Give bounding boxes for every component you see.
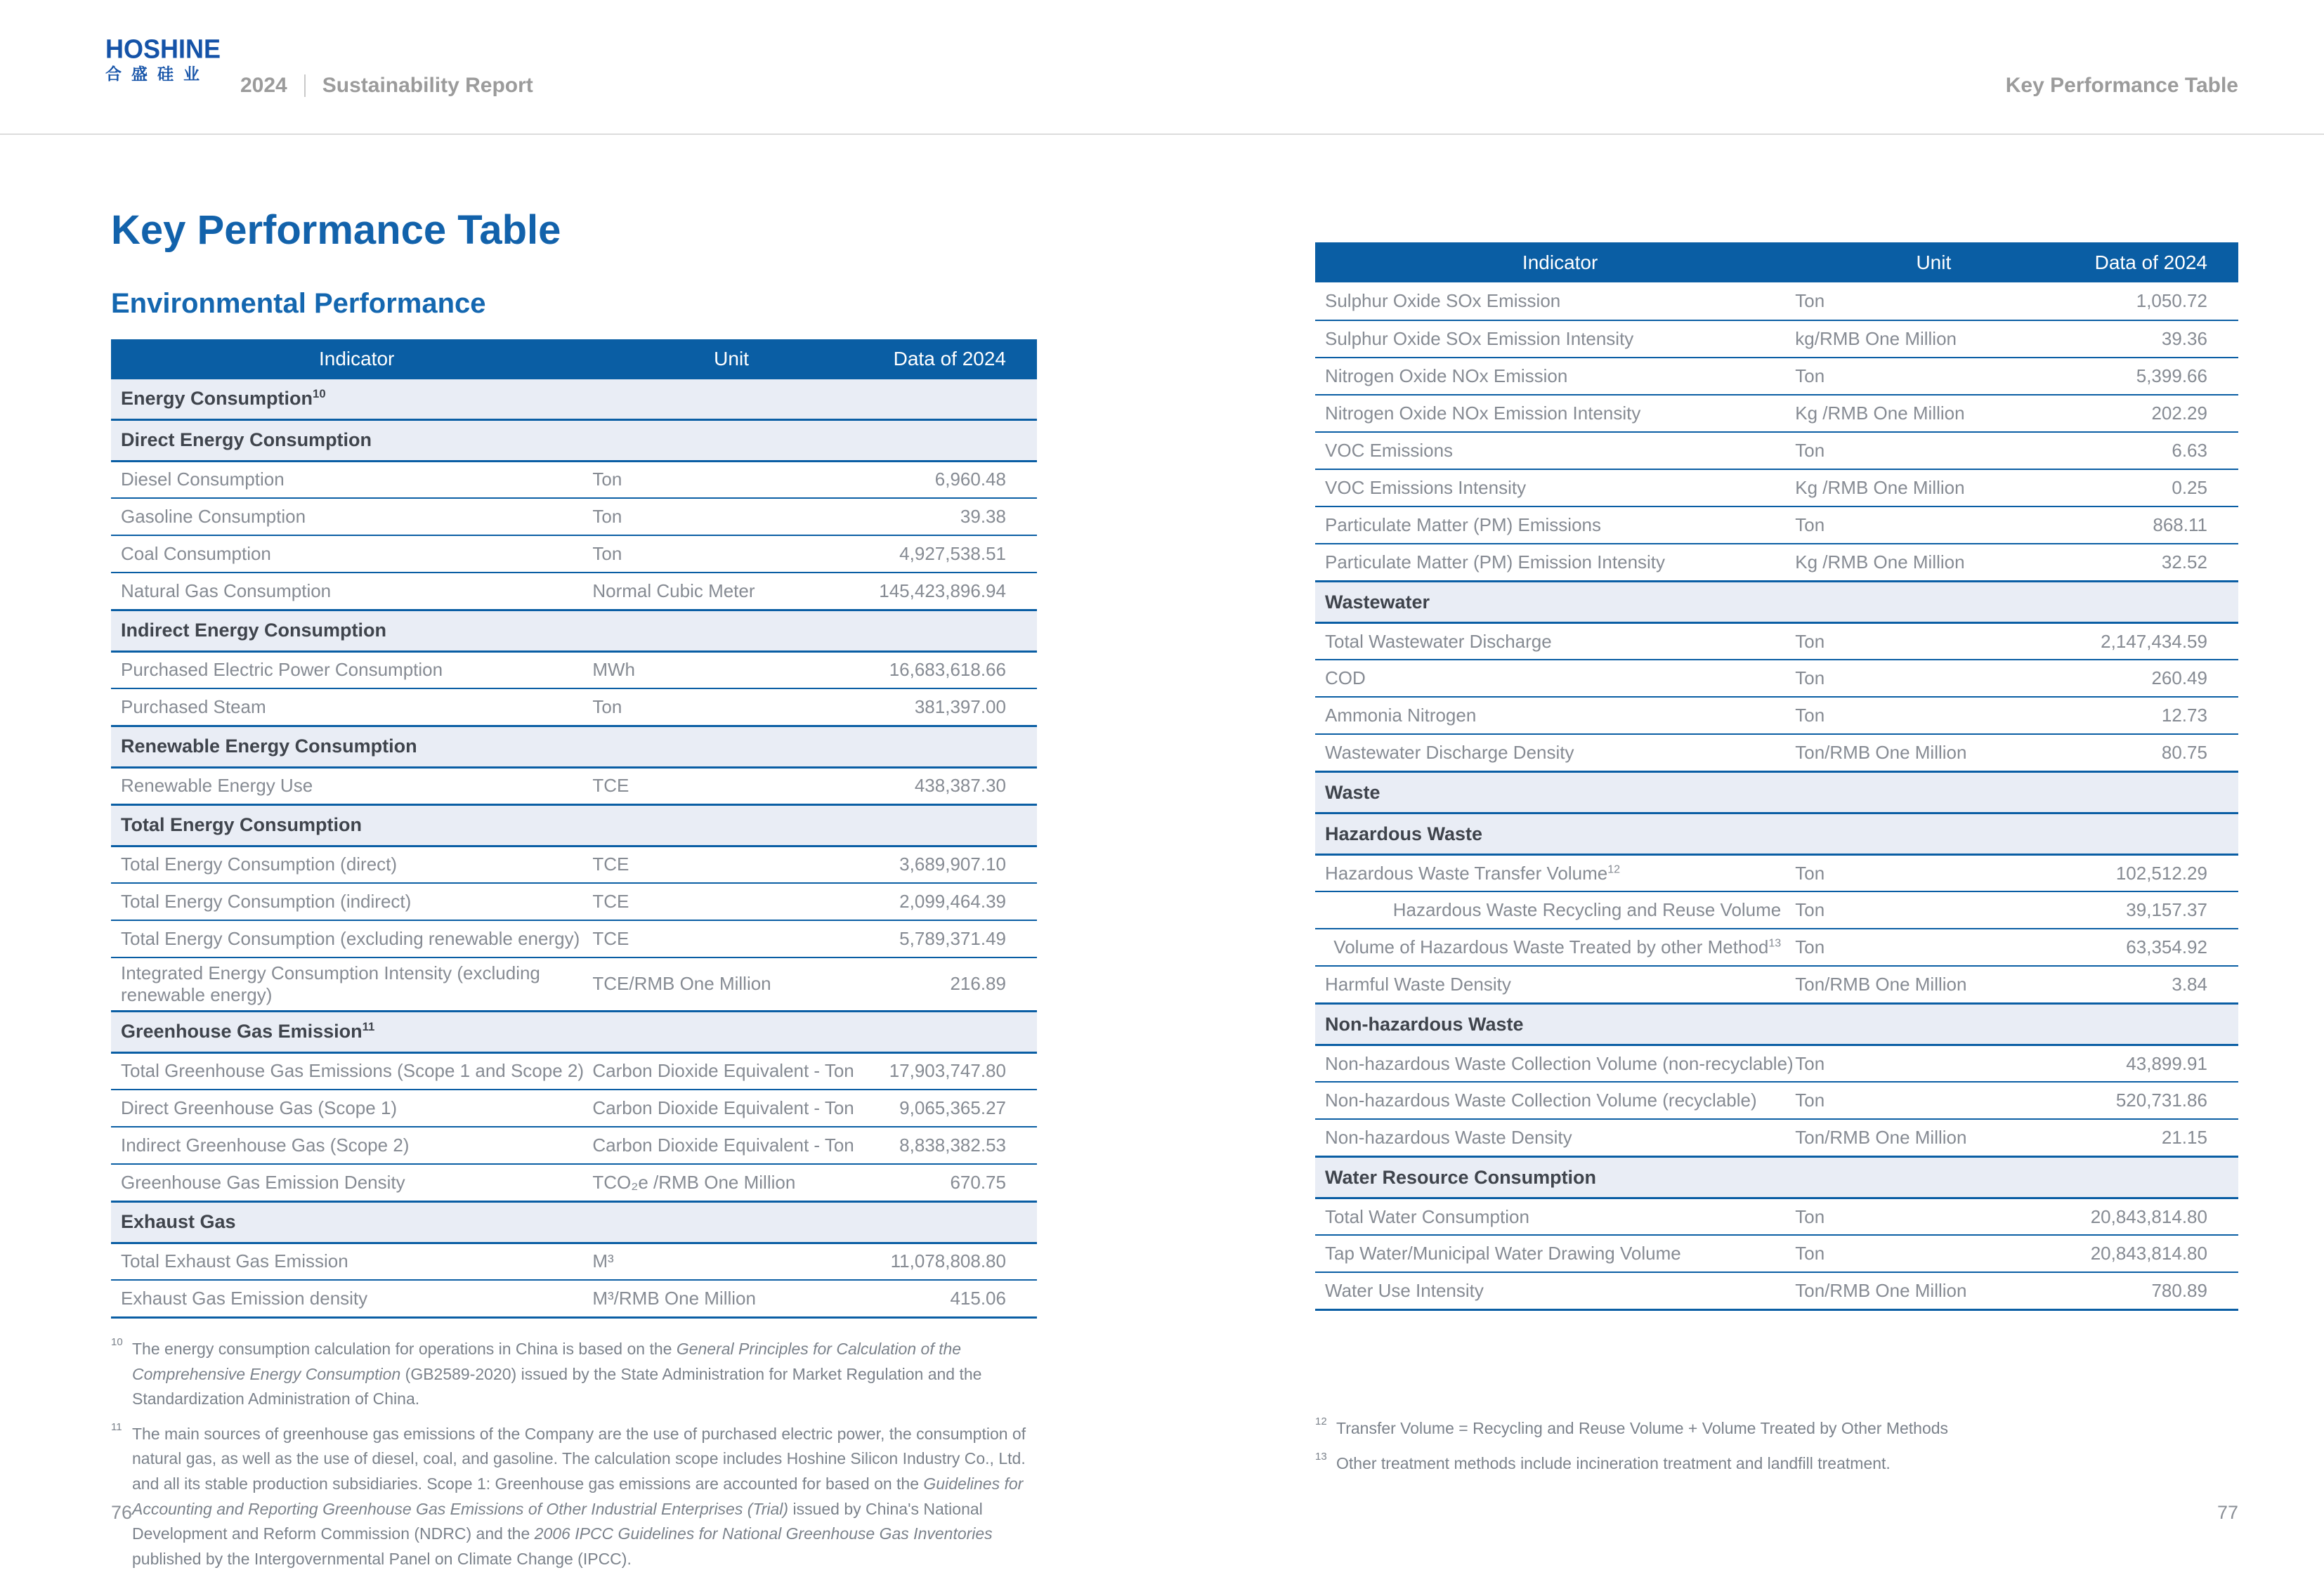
- indicator-cell: Waste: [1325, 781, 1380, 803]
- section-row: [111, 379, 1037, 419]
- indicator-cell: Diesel Consumption: [121, 469, 285, 490]
- report-title: Sustainability Report: [322, 74, 533, 97]
- table-row: [1315, 696, 2238, 733]
- footnotes-right: [1315, 1416, 2238, 1476]
- indicator-cell: Greenhouse Gas Emission Density: [121, 1171, 405, 1193]
- indicator-cell: Nitrogen Oxide NOx Emission: [1325, 365, 1568, 386]
- indicator-cell: Direct Greenhouse Gas (Scope 1): [121, 1097, 398, 1118]
- unit-cell: TCE: [592, 927, 629, 949]
- unit-cell: TCE: [592, 854, 629, 875]
- indicator-cell: Indirect Energy Consumption: [121, 620, 387, 641]
- value-cell: 216.89: [950, 973, 1006, 995]
- unit-cell: Ton: [592, 542, 622, 564]
- footnote: [111, 1422, 1037, 1572]
- footnote: [1315, 1416, 2238, 1442]
- value-cell: 16,683,618.66: [889, 659, 1006, 681]
- indicator-cell: Non-hazardous Waste: [1325, 1013, 1524, 1035]
- table-row: [1315, 506, 2238, 543]
- footnote-text-italic: General Principles for Calculation of the Comprehensive Energy Consumption: [132, 1339, 962, 1383]
- running-header-title: Key Performance Table: [2005, 74, 2238, 97]
- indicator-cell: Purchased Steam: [121, 695, 266, 717]
- value-cell: 11,078,808.80: [890, 1250, 1006, 1272]
- table-row: [1315, 282, 2238, 320]
- section-row: [111, 804, 1037, 845]
- environmental-kpi-table-left: [111, 339, 1037, 1319]
- indicator-cell: Coal Consumption: [121, 542, 271, 564]
- footnote-number: 10: [111, 1335, 123, 1348]
- section-row: [111, 725, 1037, 766]
- indicator-cell: Sulphur Oxide SOx Emission Intensity: [1325, 328, 1634, 349]
- table-row: [111, 1052, 1037, 1089]
- value-cell: 17,903,747.80: [889, 1060, 1006, 1082]
- value-cell: 20,843,814.80: [2090, 1205, 2207, 1227]
- section-row: [111, 1201, 1037, 1242]
- unit-cell: kg/RMB One Million: [1795, 328, 1957, 349]
- table-row: [1315, 1118, 2238, 1156]
- unit-cell: Ton: [1795, 365, 1825, 386]
- column-header-indicator: Indicator: [1522, 251, 1598, 273]
- table-row: [1315, 733, 2238, 771]
- footnote-text: Other treatment methods include incineration treatment and landfill treatment.: [1336, 1453, 1891, 1472]
- unit-cell: Ton: [1795, 899, 1825, 920]
- section-row: [1315, 580, 2238, 622]
- table-row: [111, 460, 1037, 497]
- section-row: [111, 419, 1037, 460]
- right-page-column: [1315, 221, 2238, 1486]
- table-row: [111, 1242, 1037, 1279]
- page-title: Key Performance Table: [111, 207, 561, 253]
- column-header-unit: Unit: [714, 348, 749, 370]
- value-cell: 670.75: [950, 1171, 1006, 1193]
- unit-cell: Carbon Dioxide Equivalent - Ton: [592, 1060, 854, 1082]
- indicator-cell: Harmful Waste Density: [1325, 974, 1511, 995]
- column-header-data-of-2024: Data of 2024: [2094, 251, 2207, 273]
- value-cell: 868.11: [2153, 514, 2207, 535]
- table-row: [111, 688, 1037, 725]
- footnote: [1315, 1451, 2238, 1477]
- value-cell: 102,512.29: [2115, 862, 2207, 884]
- table-row: [1315, 469, 2238, 506]
- indicator-cell: Renewable Energy Consumption: [121, 736, 417, 757]
- value-cell: 3,689,907.10: [899, 854, 1006, 875]
- unit-cell: Ton: [1795, 936, 1825, 957]
- value-cell: 32.52: [2161, 551, 2207, 573]
- left-page-column: [111, 0, 1037, 1582]
- indicator-cell: Purchased Electric Power Consumption: [121, 659, 443, 681]
- section-title: Environmental Performance: [111, 287, 486, 319]
- value-cell: 1,050.72: [2136, 290, 2207, 311]
- unit-cell: Ton: [1795, 862, 1825, 884]
- unit-cell: TCE: [592, 890, 629, 912]
- table-row: [1315, 543, 2238, 580]
- footnote-number: 12: [1315, 1416, 1327, 1427]
- footnote-number: 11: [111, 1420, 122, 1433]
- indicator-cell: Non-hazardous Waste Collection Volume (recyclable): [1325, 1090, 1757, 1111]
- footnotes-left: [111, 1337, 1037, 1572]
- unit-cell: Kg /RMB One Million: [1795, 403, 1965, 424]
- unit-cell: Ton: [1795, 514, 1825, 535]
- footnote-text-italic: Guidelines for Accounting and Reporting Greenhouse Gas Emissions of Other Industrial Enterprises (Trial): [132, 1475, 1024, 1518]
- indicator-cell: Indirect Greenhouse Gas (Scope 2): [121, 1134, 410, 1156]
- value-cell: 39.38: [960, 505, 1006, 527]
- footnote-ref: 12: [1607, 862, 1621, 875]
- value-cell: 4,927,538.51: [899, 542, 1006, 564]
- value-cell: 2,147,434.59: [2101, 630, 2207, 652]
- unit-cell: Carbon Dioxide Equivalent - Ton: [592, 1097, 854, 1118]
- table-row: [1315, 1272, 2238, 1309]
- unit-cell: Ton/RMB One Million: [1795, 742, 1967, 763]
- value-cell: 80.75: [2161, 742, 2207, 763]
- value-cell: 381,397.00: [914, 695, 1006, 717]
- footnote-number: 13: [1315, 1450, 1327, 1463]
- indicator-cell: Hazardous Waste Recycling and Reuse Volume: [1392, 899, 1782, 920]
- table-row: [1315, 357, 2238, 394]
- indicator-cell: COD: [1325, 667, 1366, 688]
- unit-cell: Ton/RMB One Million: [1795, 974, 1967, 995]
- unit-cell: Ton: [1795, 1090, 1825, 1111]
- indicator-cell: Exhaust Gas Emission density: [121, 1287, 368, 1309]
- footnote-text: The energy consumption calculation for operations in China is based on the: [132, 1339, 677, 1358]
- section-row: [111, 1010, 1037, 1052]
- indicator-cell: Wastewater: [1325, 591, 1430, 613]
- unit-cell: Ton: [592, 695, 622, 717]
- unit-cell: Kg /RMB One Million: [1795, 551, 1965, 573]
- indicator-cell: VOC Emissions: [1325, 440, 1454, 461]
- footnote-text: issued by China's National Development and Reform Commission (NDRC) and the: [132, 1499, 983, 1543]
- unit-cell: Ton: [592, 505, 622, 527]
- value-cell: 0.25: [2172, 477, 2207, 498]
- indicator-cell: Hazardous Waste Transfer Volume$^{12}$: [1325, 862, 1621, 884]
- indicator-cell: Sulphur Oxide SOx Emission: [1325, 290, 1561, 311]
- column-header-unit: Unit: [1916, 251, 1952, 273]
- footnote-ref: 11: [362, 1020, 375, 1034]
- indicator-cell: Total Greenhouse Gas Emissions (Scope 1 and Scope 2): [121, 1060, 585, 1082]
- footnote-ref: 10: [313, 387, 326, 401]
- column-header-indicator: Indicator: [318, 348, 395, 370]
- table-row: [111, 1279, 1037, 1316]
- indicator-cell: Nitrogen Oxide NOx Emission Intensity: [1325, 403, 1641, 424]
- value-cell: 6,960.48: [934, 469, 1006, 490]
- indicator-cell: Total Energy Consumption: [121, 814, 362, 836]
- footnote-ref: 13: [1768, 936, 1782, 950]
- value-cell: 63,354.92: [2126, 936, 2207, 957]
- unit-cell: MWh: [592, 659, 636, 681]
- page-number-right: 77: [2217, 1502, 2238, 1523]
- footnote-text-italic: 2006 IPCC Guidelines for National Greenhouse Gas Inventories: [534, 1524, 993, 1543]
- indicator-cell: Total Energy Consumption (indirect): [121, 890, 412, 912]
- section-row: [111, 609, 1037, 651]
- indicator-cell: Energy Consumption$^{10}$: [121, 387, 326, 410]
- table-row: [1315, 394, 2238, 431]
- value-cell: 145,423,896.94: [879, 580, 1006, 601]
- footnote: [111, 1337, 1037, 1412]
- indicator-cell: Particulate Matter (PM) Emissions: [1325, 514, 1601, 535]
- report-year: 2024: [240, 74, 287, 97]
- indicator-cell: Renewable Energy Use: [121, 775, 313, 797]
- table-row: [111, 535, 1037, 572]
- table-row: [111, 766, 1037, 804]
- value-cell: 6.63: [2172, 440, 2207, 461]
- indicator-cell: Gasoline Consumption: [121, 505, 306, 527]
- unit-cell: TCO₂e /RMB One Million: [592, 1171, 796, 1193]
- value-cell: 43,899.91: [2126, 1052, 2207, 1074]
- unit-cell: M³: [592, 1250, 614, 1272]
- table-row: [111, 882, 1037, 920]
- table-row: [1315, 1081, 2238, 1118]
- indicator-cell: Exhaust Gas: [121, 1211, 236, 1233]
- value-cell: 2,099,464.39: [899, 890, 1006, 912]
- value-cell: 8,838,382.53: [899, 1134, 1006, 1156]
- table-row: [111, 845, 1037, 882]
- unit-cell: Ton: [1795, 1205, 1825, 1227]
- page-number-left: 76: [111, 1502, 133, 1523]
- unit-cell: Ton: [1795, 440, 1825, 461]
- logo-wordmark: HOSHINE: [105, 33, 221, 64]
- indicator-cell: Hazardous Waste: [1325, 823, 1483, 844]
- table-row: [1315, 1044, 2238, 1081]
- footnote-text: Transfer Volume = Recycling and Reuse Volume + Volume Treated by Other Methods: [1336, 1419, 1949, 1437]
- column-header-data-of-2024: Data of 2024: [893, 348, 1006, 370]
- footnote-text: (GB2589-2020) issued by the State Administration for Market Regulation and the Standardization Administration of China.: [132, 1364, 982, 1408]
- unit-cell: Ton: [1795, 1243, 1825, 1264]
- indicator-cell: Ammonia Nitrogen: [1325, 705, 1477, 726]
- value-cell: 9,065,365.27: [899, 1097, 1006, 1118]
- value-cell: 438,387.30: [914, 775, 1006, 797]
- indicator-cell: Total Exhaust Gas Emission: [121, 1250, 348, 1272]
- value-cell: 3.84: [2172, 974, 2207, 995]
- unit-cell: Ton/RMB One Million: [1795, 1280, 1967, 1301]
- value-cell: 780.89: [2151, 1280, 2207, 1301]
- unit-cell: Ton: [1795, 290, 1825, 311]
- environmental-kpi-table-right: [1315, 242, 2238, 1311]
- value-cell: 39,157.37: [2126, 899, 2207, 920]
- table-header-row: [111, 339, 1037, 379]
- indicator-cell: Particulate Matter (PM) Emission Intensity: [1325, 551, 1666, 573]
- table-row: [1315, 659, 2238, 696]
- value-cell: 415.06: [950, 1287, 1006, 1309]
- table-row: [111, 651, 1037, 688]
- unit-cell: Ton: [592, 469, 622, 490]
- value-cell: 5,789,371.49: [899, 927, 1006, 949]
- footnote-text: published by the Intergovernmental Panel on Climate Change (IPCC).: [132, 1550, 632, 1569]
- table-row: [111, 1163, 1037, 1201]
- table-row: [1315, 431, 2238, 469]
- table-row: [1315, 1197, 2238, 1234]
- indicator-cell: VOC Emissions Intensity: [1325, 477, 1527, 498]
- section-row: [1315, 1156, 2238, 1197]
- value-cell: 39.36: [2161, 328, 2207, 349]
- section-row: [1315, 771, 2238, 812]
- unit-cell: M³/RMB One Million: [592, 1287, 756, 1309]
- indicator-cell: Total Wastewater Discharge: [1325, 630, 1552, 652]
- unit-cell: Ton: [1795, 705, 1825, 726]
- unit-cell: Ton: [1795, 630, 1825, 652]
- indicator-cell: Total Energy Consumption (excluding renewable energy): [121, 927, 580, 949]
- value-cell: 21.15: [2161, 1127, 2207, 1148]
- section-row: [1315, 1002, 2238, 1044]
- unit-cell: Normal Cubic Meter: [592, 580, 755, 601]
- indicator-cell: Wastewater Discharge Density: [1325, 742, 1574, 763]
- indicator-cell: Greenhouse Gas Emission$^{11}$: [121, 1020, 375, 1042]
- footnote-text: The main sources of greenhouse gas emissions of the Company are the use of purchased electric power, the consumption of natural gas, as well as the use of diesel, coal, and gasoline. The calculation scope includes Hoshine Silicon Industry Co., Ltd. and all its stable production subsidiaries. Scope 1: Greenhouse gas emissions are accounted for based on the: [132, 1424, 1026, 1493]
- indicator-cell: Volume of Hazardous Waste Treated by other Method$^{13}$: [1333, 936, 1782, 957]
- table-row: [111, 957, 1037, 1010]
- value-cell: 20,843,814.80: [2090, 1243, 2207, 1264]
- table-row: [1315, 622, 2238, 659]
- unit-cell: TCE: [592, 775, 629, 797]
- value-cell: 260.49: [2151, 667, 2207, 688]
- unit-cell: Ton: [1795, 1052, 1825, 1074]
- value-cell: 520,731.86: [2115, 1090, 2207, 1111]
- value-cell: 202.29: [2151, 403, 2207, 424]
- indicator-cell: Natural Gas Consumption: [121, 580, 332, 601]
- table-row: [111, 1126, 1037, 1163]
- unit-cell: Kg /RMB One Million: [1795, 477, 1965, 498]
- indicator-cell: Water Resource Consumption: [1325, 1166, 1597, 1188]
- indicator-cell: Total Water Consumption: [1325, 1205, 1529, 1227]
- unit-cell: TCE/RMB One Million: [592, 973, 771, 995]
- table-row: [1315, 965, 2238, 1002]
- indicator-cell: Non-hazardous Waste Density: [1325, 1127, 1572, 1148]
- indicator-cell: Non-hazardous Waste Collection Volume (non-recyclable): [1325, 1052, 1794, 1074]
- logo-chinese-name: 合盛硅业: [105, 65, 209, 83]
- section-row: [1315, 812, 2238, 854]
- table-row: [1315, 891, 2238, 928]
- table-row: [111, 572, 1037, 609]
- table-row: [111, 1089, 1037, 1126]
- value-cell: 12.73: [2161, 705, 2207, 726]
- indicator-cell: Integrated Energy Consumption Intensity (excluding renewable energy): [121, 962, 540, 1005]
- table-row: [1315, 854, 2238, 891]
- table-row: [1315, 1234, 2238, 1272]
- value-cell: 5,399.66: [2136, 365, 2207, 386]
- unit-cell: Carbon Dioxide Equivalent - Ton: [592, 1134, 854, 1156]
- unit-cell: Ton/RMB One Million: [1795, 1127, 1967, 1148]
- indicator-cell: Direct Energy Consumption: [121, 429, 372, 451]
- indicator-cell: Water Use Intensity: [1325, 1280, 1484, 1301]
- table-row: [1315, 928, 2238, 965]
- indicator-cell: Total Energy Consumption (direct): [121, 854, 398, 875]
- table-header-row: [1315, 242, 2238, 282]
- table-row: [111, 497, 1037, 535]
- unit-cell: Ton: [1795, 667, 1825, 688]
- indicator-cell: Tap Water/Municipal Water Drawing Volume: [1325, 1243, 1681, 1264]
- table-row: [1315, 320, 2238, 357]
- table-row: [111, 920, 1037, 957]
